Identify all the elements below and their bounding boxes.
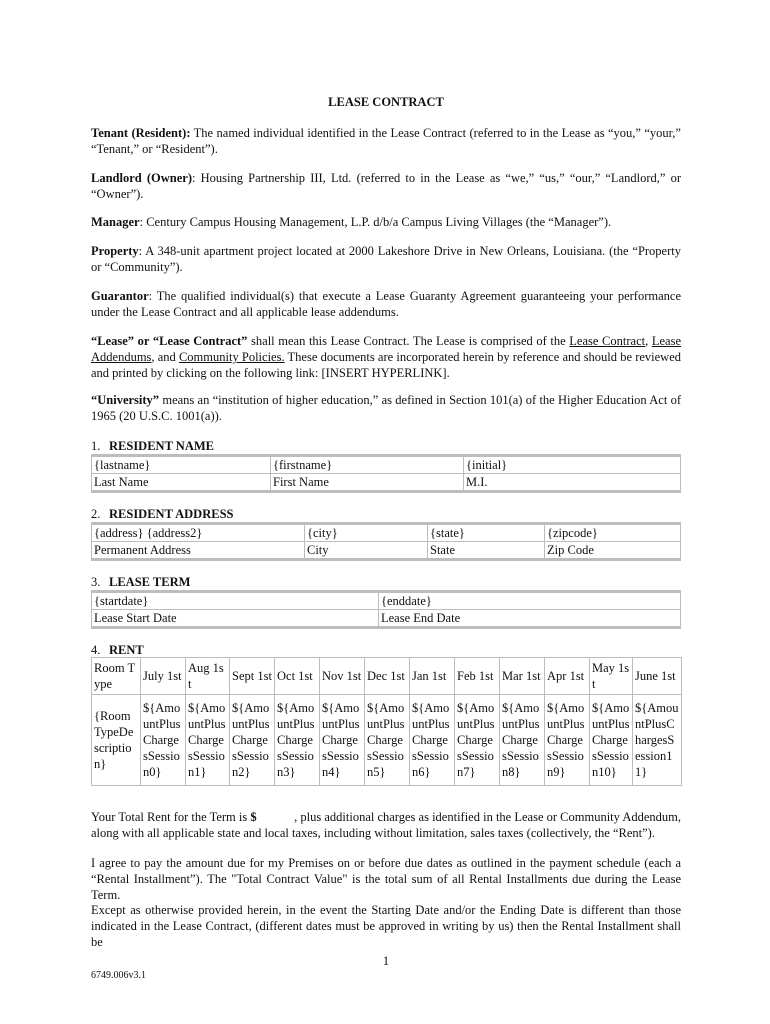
rent-header-month: Apr 1st (545, 658, 590, 695)
section-title: RESIDENT ADDRESS (109, 507, 234, 521)
guarantor-text: : The qualified individual(s) that execute a Lease Guaranty Agreement guaranteeing your performance under the Lease Contract and all applicable lease addendums. (91, 289, 681, 319)
section-resident-name-heading (91, 438, 214, 454)
section-number: 3. (91, 575, 101, 589)
rent-header-month: June 1st (633, 658, 682, 695)
lease-addendums-link[interactable]: Lease Addendums (91, 334, 682, 364)
resident-address-table (91, 522, 681, 561)
landlord-label: Landlord (Owner) (91, 171, 192, 185)
rent-header-month: May 1st (590, 658, 633, 695)
university-text: means an “institution of higher education,” as defined in Section 101(a) of the Higher Education Act of 1965 (20 U.S.C. 1001(a)). (91, 393, 681, 423)
manager-label: Manager (91, 215, 140, 229)
section-title: RESIDENT NAME (109, 439, 214, 453)
total-rent-dollar: $ (250, 810, 257, 824)
section-number: 1. (91, 439, 101, 453)
rent-header-month: Feb 1st (455, 658, 500, 695)
document-title: LEASE CONTRACT (328, 95, 444, 109)
firstname-label: First Name (271, 474, 464, 492)
rent-header-row (92, 658, 682, 695)
rent-amount-cell[interactable]: ${AmountPlusChargesSession5} (365, 695, 410, 786)
lastname-label: Last Name (92, 474, 271, 492)
manager-text: : Century Campus Housing Management, L.P. d/b/a Campus Living Villages (the “Manager”). (139, 215, 612, 229)
section-resident-address-heading (91, 506, 233, 522)
community-policies-link[interactable]: Community Policies. (178, 350, 285, 364)
rent-header-month: July 1st (141, 658, 186, 695)
guarantor-definition (91, 288, 681, 320)
section-rent-heading (91, 642, 144, 658)
rent-amount-cell[interactable]: ${AmountPlusChargesSession7} (455, 695, 500, 786)
address-label: Permanent Address (92, 542, 305, 560)
city-value[interactable]: {city} (305, 524, 428, 542)
page-number: 1 (382, 954, 390, 968)
rent-amount-cell[interactable]: ${AmountPlusChargesSession9} (545, 695, 590, 786)
rent-header-month: Mar 1st (500, 658, 545, 695)
rent-header-month: Nov 1st (320, 658, 365, 695)
address-value[interactable]: {address} {address2} (92, 524, 305, 542)
manager-definition (91, 214, 681, 230)
section-number: 4. (91, 643, 101, 657)
rent-amount-cell[interactable]: ${AmountPlusChargesSession6} (410, 695, 455, 786)
lease-separator-1: , (645, 334, 652, 348)
guarantor-label: Guarantor (91, 289, 149, 303)
zipcode-label: Zip Code (545, 542, 681, 560)
initial-value[interactable]: {initial} (464, 456, 681, 474)
rent-header-month: Sept 1st (230, 658, 275, 695)
rent-header-room-type: Room Type (92, 658, 141, 695)
university-definition (91, 392, 681, 424)
city-label: City (305, 542, 428, 560)
rent-amount-cell[interactable]: ${AmountPlusChargesSession0} (141, 695, 186, 786)
firstname-value[interactable]: {firstname} (271, 456, 464, 474)
rent-amount-cell[interactable]: ${AmountPlusChargesSession11} (633, 695, 682, 786)
lease-separator-2: , and (151, 350, 179, 364)
rent-header-month: Jan 1st (410, 658, 455, 695)
rent-amount-cell[interactable]: ${AmountPlusChargesSession2} (230, 695, 275, 786)
property-label: Property (91, 244, 139, 258)
rent-amount-cell[interactable]: ${AmountPlusChargesSession8} (500, 695, 545, 786)
rent-header-month: Oct 1st (275, 658, 320, 695)
rent-value-row (92, 695, 682, 786)
section-number: 2. (91, 507, 101, 521)
total-rent-paragraph (91, 809, 685, 841)
total-rent-post: , plus additional charges as identified in the Lease or Community Addendum, along with all applicable state and local taxes, including without limitation, sales taxes (collectively, the “Rent”). (91, 810, 685, 840)
startdate-value[interactable]: {startdate} (92, 592, 379, 610)
zipcode-value[interactable]: {zipcode} (545, 524, 681, 542)
property-text: : A 348-unit apartment project located at 2000 Lakeshore Drive in New Orleans, Louisiana. (the “Property or “Community”). (91, 244, 681, 274)
lease-definition (91, 333, 681, 381)
lease-text-2: These documents are incorporated herein by reference and should be reviewed and printed by clicking on the following link: [INSERT HYPERLINK]. (91, 350, 681, 380)
landlord-definition (91, 170, 681, 202)
rent-room-type-value[interactable]: {RoomTypeDescription} (92, 695, 141, 786)
tenant-text: The named individual identified in the Lease Contract (referred to in the Lease as “you,” “your,” “Tenant,” or “Resident”). (91, 126, 681, 156)
lease-contract-link[interactable]: Lease Contract (569, 334, 646, 348)
state-label: State (428, 542, 545, 560)
rent-amount-cell[interactable]: ${AmountPlusChargesSession10} (590, 695, 633, 786)
enddate-value[interactable]: {enddate} (379, 592, 681, 610)
payment-agreement-paragraph: I agree to pay the amount due for my Premises on or before due dates as outlined in the payment schedule (each a “Rental Installment”). The "Total Contract Value" is the total sum of all Rental Installments due during the Lease Term. (91, 856, 681, 902)
university-label: “University” (91, 393, 160, 407)
lease-label: “Lease” or “Lease Contract” (91, 334, 248, 348)
section-title: LEASE TERM (109, 575, 191, 589)
section-lease-term-heading (91, 574, 190, 590)
startdate-label: Lease Start Date (92, 610, 379, 628)
rent-header-month: Aug 1st (186, 658, 230, 695)
rent-amount-cell[interactable]: ${AmountPlusChargesSession1} (186, 695, 230, 786)
property-definition (91, 243, 681, 275)
section-title: RENT (109, 643, 144, 657)
state-value[interactable]: {state} (428, 524, 545, 542)
rent-amount-cell[interactable]: ${AmountPlusChargesSession3} (275, 695, 320, 786)
lease-text-1: shall mean this Lease Contract. The Lease is comprised of the (247, 334, 570, 348)
rent-table (91, 657, 682, 786)
date-exception-paragraph: Except as otherwise provided herein, in the event the Starting Date and/or the Ending Date is different than those indicated in the Lease Contract, (different dates must be approved in writing by us) then the Rental Installment shall be (91, 903, 681, 949)
landlord-text: : Housing Partnership III, Ltd. (referred to in the Lease as “we,” “us,” “our,” “Landlord,” or “Owner”). (91, 171, 681, 201)
resident-name-table (91, 454, 681, 493)
document-version-footer: 6749.006v3.1 (91, 970, 146, 981)
enddate-label: Lease End Date (379, 610, 681, 628)
total-rent-pre: Your Total Rent for the Term is (91, 810, 251, 824)
lastname-value[interactable]: {lastname} (92, 456, 271, 474)
rent-amount-cell[interactable]: ${AmountPlusChargesSession4} (320, 695, 365, 786)
lease-term-table (91, 590, 681, 629)
initial-label: M.I. (464, 474, 681, 492)
tenant-label: Tenant (Resident): (91, 126, 191, 140)
rent-header-month: Dec 1st (365, 658, 410, 695)
tenant-definition (91, 125, 681, 157)
